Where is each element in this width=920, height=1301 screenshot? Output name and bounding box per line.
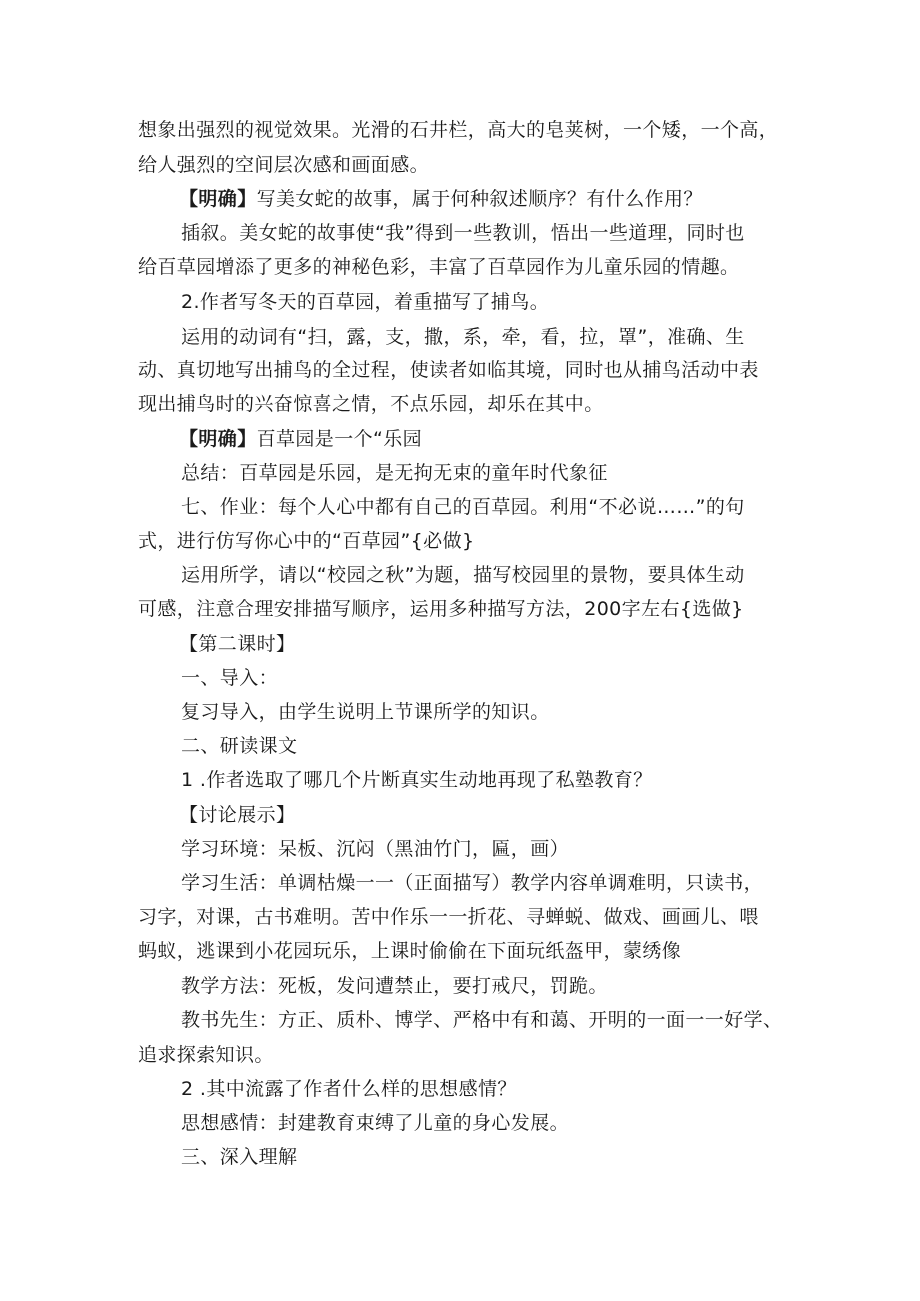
text-line [179,427,422,451]
text-line: 习字，对课，古书难明。苦中作乐一一折花、寻蝉蜕、做戏、画画儿、喂 [138,906,759,928]
text-line: 运用所学，请以“校园之秋”为题，描写校园里的景物，要具体生动 [181,564,745,586]
text-line: 教书先生：方正、质朴、博学、严格中有和蔼、开明的一面一一好学、 [181,1009,783,1031]
text-line: 运用的动词有“扫，露，支，撒，系，牵，看，拉，罩”，准确、生 [181,326,745,348]
text-line [179,187,703,211]
text-line: 2 .其中流露了作者什么样的思想感情？ [181,1078,517,1100]
text-line: 七、作业：每个人心中都有自己的百草园。利用“不必说……”的句 [181,496,745,518]
text-line: 学习生活：单调枯燥一一（正面描写）教学内容单调难明，只读书， [181,872,764,894]
text-line: 一、导入： [181,667,279,689]
text-line: 学习环境：呆板、沉闷（黑油竹门，匾，画） [181,838,570,860]
text-line: 给人强烈的空间层次感和画面感。 [138,154,430,176]
text-line: 想象出强烈的视觉效果。光滑的石井栏，高大的皂荚树，一个矮，一个高， [138,119,779,141]
text-line: 追求探索知识。 [138,1044,274,1066]
text-line: 给百草园增添了更多的神秘色彩，丰富了百草园作为儿童乐园的情趣。 [138,256,740,278]
text-line: 式，进行仿写你心中的“百草园”{必做} [138,530,475,552]
mingque-label: 【明确】 [179,428,257,450]
text-line: 1 .作者选取了哪几个片断真实生动地再现了私塾教育？ [181,769,653,791]
text-line: 教学方法：死板，发问遭禁止，要打戒尺，罚跪。 [181,975,608,997]
text-line: 三、深入理解 [181,1146,298,1168]
text-line: 动、真切地写出捕鸟的全过程，使读者如临其境，同时也从捕鸟活动中表 [138,359,759,381]
statement-text: 百草园是一个“乐园 [256,428,423,450]
text-line: 总结：百草园是乐园，是无拘无束的童年时代象征 [181,462,608,484]
text-line: 插叙。美女蛇的故事使“我”得到一些教训，悟出一些道理，同时也 [181,222,745,244]
section-heading: 【第二课时】 [179,633,296,655]
text-line: 2.作者写冬天的百草园，着重描写了捕鸟。 [181,291,550,313]
mingque-label: 【明确】 [179,188,257,210]
text-line: 现出捕鸟时的兴奋惊喜之情，不点乐园，却乐在其中。 [138,393,604,415]
text-line: 可感，注意合理安排描写顺序，运用多种描写方法，200字左右{选做} [138,598,744,620]
question-text: 写美女蛇的故事，属于何种叙述顺序？有什么作用？ [256,188,703,210]
section-heading: 【讨论展示】 [179,804,296,826]
text-line: 复习导入，由学生说明上节课所学的知识。 [181,701,550,723]
text-line: 思想感情：封建教育束缚了儿童的身心发展。 [181,1112,570,1134]
text-line: 蚂蚁，逃课到小花园玩乐，上课时偷偷在下面玩纸盔甲，蒙绣像 [138,940,682,962]
text-line: 二、研读课文 [181,735,298,757]
